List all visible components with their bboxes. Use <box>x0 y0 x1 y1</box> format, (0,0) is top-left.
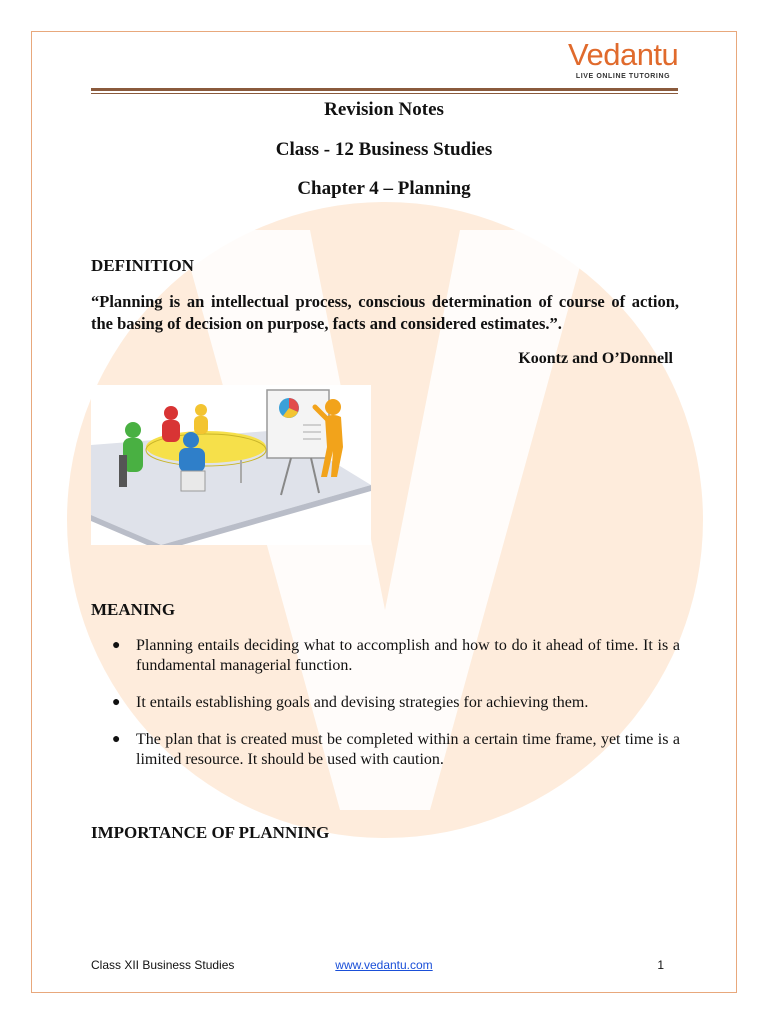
doc-title: Revision Notes <box>324 99 444 120</box>
definition-heading: DEFINITION <box>91 256 194 275</box>
footer-link-wrap <box>0 958 768 972</box>
quote-author: Koontz and O’Donnell <box>518 350 673 367</box>
bullet-text: Planning entails deciding what to accomplish and how to do it ahead of time. It is a fundamental managerial function. <box>136 637 680 674</box>
bullet-icon: ● <box>112 695 121 710</box>
vedantu-logo[interactable] <box>568 38 678 86</box>
class-title: Class - 12 Business Studies <box>275 139 493 160</box>
list-item <box>110 693 680 713</box>
footer-class: Class XII Business Studies <box>91 958 235 972</box>
chapter-title: Chapter 4 – Planning <box>297 178 471 199</box>
footer-website-link[interactable]: www.vedantu.com <box>335 958 433 972</box>
list-item <box>110 636 680 676</box>
importance-heading: IMPORTANCE OF PLANNING <box>91 823 330 842</box>
bullet-icon: ● <box>112 638 121 653</box>
header-rule <box>91 88 678 91</box>
meeting-illustration <box>91 385 371 545</box>
list-item <box>110 730 680 770</box>
meaning-heading: MEANING <box>91 600 176 619</box>
header-rule-thin <box>91 93 678 94</box>
meaning-list <box>110 636 680 787</box>
logo-tagline: LIVE ONLINE TUTORING <box>575 73 671 80</box>
page-number: 1 <box>657 958 664 972</box>
logo-wordmark: Vedantu <box>568 37 679 72</box>
definition-quote: “Planning is an intellectual process, conscious determination of course of action, the basing of decision on purpose, facts and considered estimates.”. <box>91 292 679 333</box>
bullet-icon: ● <box>112 732 121 747</box>
bullet-text: It entails establishing goals and devising strategies for achieving them. <box>136 694 589 711</box>
bullet-text: The plan that is created must be completed within a certain time frame, yet time is a limited resource. It should be used with caution. <box>136 731 680 768</box>
